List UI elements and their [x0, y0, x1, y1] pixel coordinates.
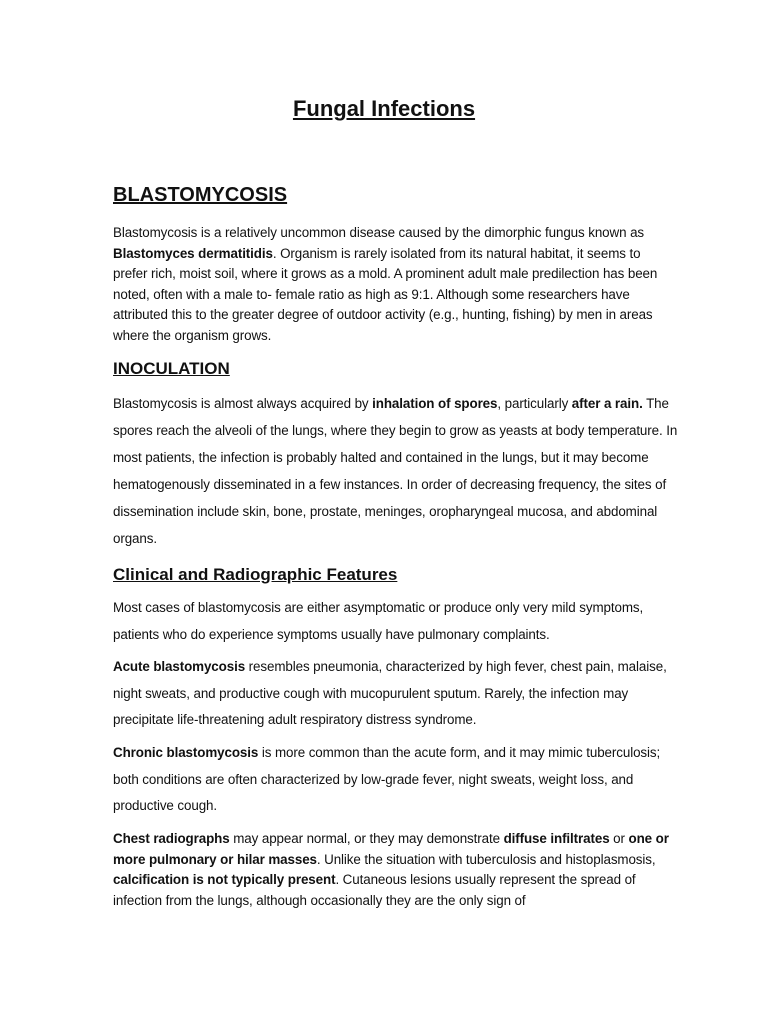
bold-term: after a rain. [571, 396, 643, 411]
text-run: or [609, 831, 629, 846]
paragraph-blastomycosis [113, 223, 678, 346]
text-run: resembles pneumonia, characterized by high fever, chest pain, malaise, night sweats, and productive cough with mucopurulent sputum. Rarely, the infection may precipitate life-threatening adult respiratory distress syndrome. [113, 659, 667, 727]
heading-blastomycosis: BLASTOMYCOSIS [113, 184, 288, 206]
document-title: Fungal Infections [292, 96, 476, 121]
paragraph-clinical-intro: Most cases of blastomycosis are either asymptomatic or produce only very mild symptoms, patients who do experience symptoms usually have pulmonary complaints. [113, 600, 644, 642]
bold-term: Blastomyces dermatitidis [113, 245, 273, 261]
text-run: , particularly [497, 396, 572, 411]
text-run: The spores reach the alveoli of the lungs, where they begin to grow as yeasts at body temperature. In most patients, the infection is probably halted and contained in the lungs, but it may become hematogenously disseminated in a few instances. In order of decreasing frequency, the sites of dissemination include skin, bone, prostate, meninges, oropharyngeal mucosa, and abdominal organs. [113, 396, 678, 546]
paragraph-inoculation [113, 390, 678, 552]
text-run: may appear normal, or they may demonstrate [229, 831, 504, 846]
bold-term: inhalation of spores [372, 396, 498, 411]
heading-clinical: Clinical and Radiographic Features [113, 565, 398, 584]
bold-term: one or more pulmonary or hilar masses [113, 831, 669, 867]
bold-term: Acute blastomycosis [113, 659, 246, 674]
paragraph-acute [113, 654, 678, 734]
text-run: . Cutaneous lesions usually represent the spread of infection from the lungs, although occasionally they are the only sign of [113, 872, 636, 908]
paragraph-chest-radiographs [113, 829, 678, 911]
text-run: Blastomycosis is almost always acquired by [113, 396, 373, 411]
heading-inoculation: INOCULATION [113, 359, 230, 378]
text-run: . Organism is rarely isolated from its natural habitat, it seems to prefer rich, moist soil, where it grows as a mold. A prominent adult male predilection has been noted, often with a male to- female ratio as high as 9:1. Although some researchers have attributed this to the greater degree of outdoor activity (e.g., hunting, fishing) by men in areas where the organism grows. [113, 245, 658, 343]
text-run: Blastomycosis is a relatively uncommon disease caused by the dimorphic fungus known as [113, 225, 645, 240]
text-run: . Unlike the situation with tuberculosis and histoplasmosis, [316, 851, 656, 867]
paragraph-chronic [113, 740, 678, 820]
bold-term: diffuse infiltrates [503, 831, 610, 846]
bold-term: Chest radiographs [113, 831, 230, 846]
bold-term: Chronic blastomycosis [113, 745, 259, 760]
text-run: is more common than the acute form, and it may mimic tuberculosis; both conditions are often characterized by low-grade fever, night sweats, weight loss, and productive cough. [113, 745, 661, 813]
bold-term: calcification is not typically present [113, 872, 336, 887]
